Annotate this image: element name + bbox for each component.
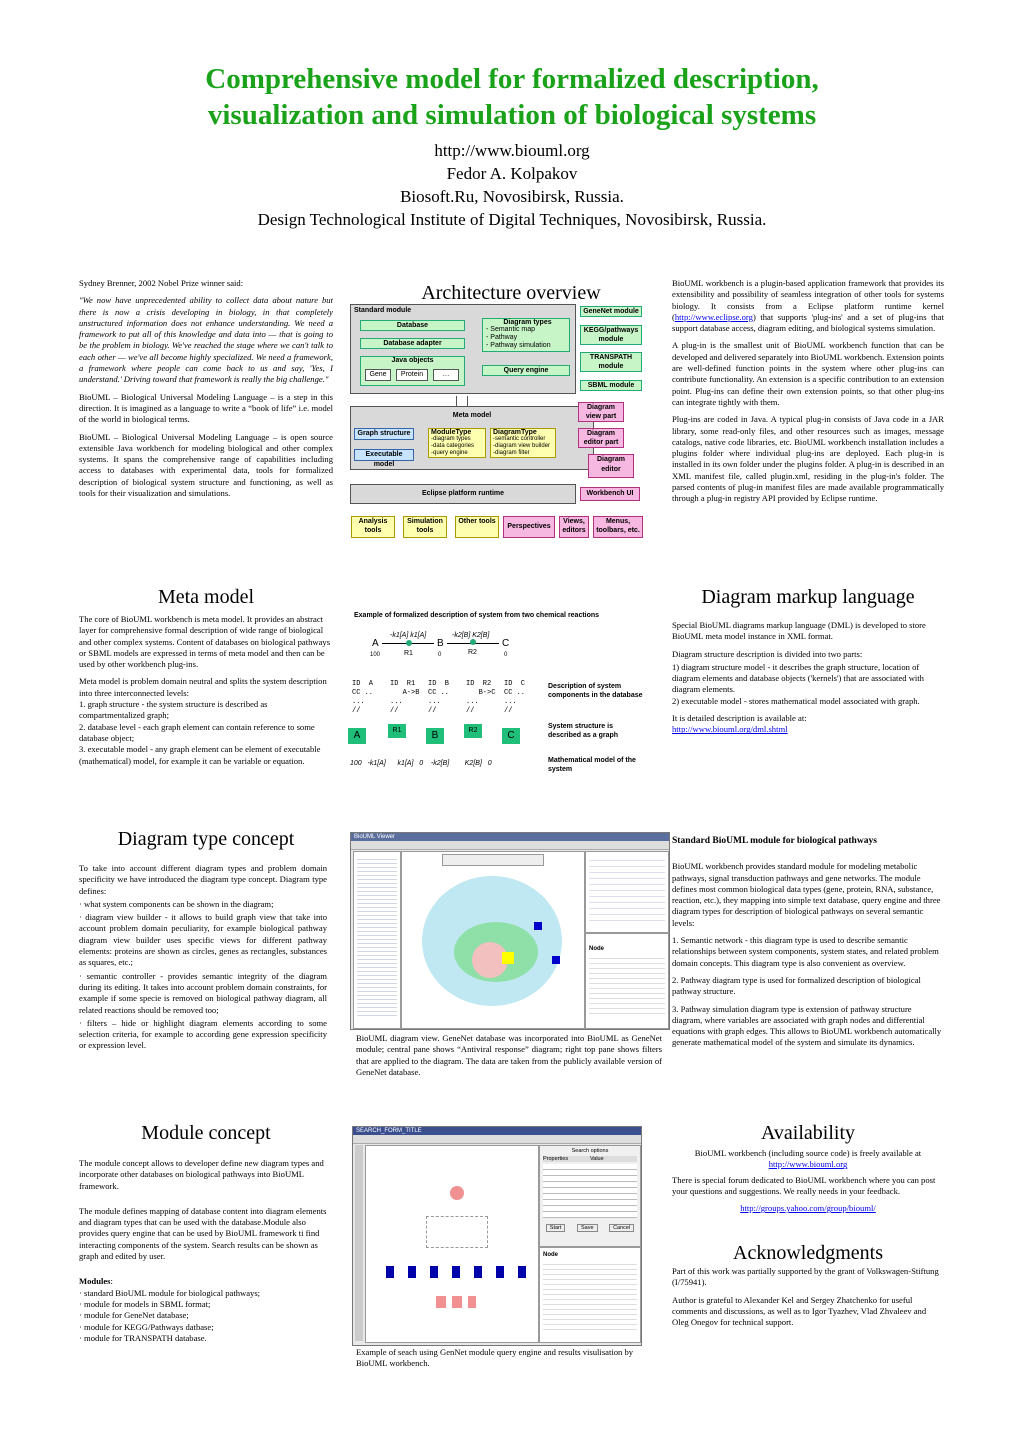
graph-structure-box: Graph structure xyxy=(354,428,414,440)
center-protein-node xyxy=(450,1186,464,1200)
graph-node-a: A xyxy=(348,728,366,744)
diagram-type-l1: · what system components can be shown in the diagram; xyxy=(79,898,274,909)
modules-list xyxy=(79,1288,333,1344)
ack-p1: Part of this work was partially supported by the grant of Volkswagen-Stiftung (I/75941). xyxy=(672,1266,939,1288)
meta-model-p1: The core of BioUML workbench is meta model. It provides an abstract layer for comprehensive formal description of wide range of biological and other complex systems. Content of databases on biological pathways or SBML models are expressed in terms of meta model and then can be used by other workbench plug-ins. xyxy=(79,614,331,670)
meta-model-p2: Meta model is problem domain neutral and splits the system description into three interconnected levels: xyxy=(79,676,327,698)
title-line-2: visualization and simulation of biological systems xyxy=(207,99,817,131)
graph-node-b: B xyxy=(426,728,444,744)
intro-p2: BioUML – Biological Universal Modeling Language – is open source extensible Java workbench for modeling biological and other complex systems. It spans the comprehensive range of capabilities including access to databases with experimental data, tools for formalized description of biological system structure and functioning, as well as tools for their visualization and simulations. xyxy=(79,431,333,499)
plugins-p3: Plug-ins are coded in Java. A typical plug-in consists of Java code in a JAR library, some read-only files, and other resources such as images, message catalogs, native code libraries, etc. BioUML workbench installation includes a plugins folder where individual plug-ins are deployed. Each plug-in is installed in its own folder under the plugins folder. A plug-in is described in an XML manifest file, called plugin.xml, residing in the plug-in's folder. The parsed contents of plug-in manifest files are made available programmatically through a plug-in registry API provided by Eclipse runtime. xyxy=(672,414,944,504)
repository-tree[interactable] xyxy=(353,851,401,1029)
diagram-type-box xyxy=(490,428,556,458)
dml-p3: It is detailed description is available at: xyxy=(672,713,807,724)
highlighted-node xyxy=(502,952,514,964)
ack-p2: Author is grateful to Alexander Kel and Sergey Zhatchenko for useful comments and discussions, as well as to Igor Tyazhev, Vlad Zhvaleev and Oleg Onegov for technical support. xyxy=(672,1294,927,1328)
module-type-items: -diagram types -data categories -query engine xyxy=(431,436,475,456)
executable-model-box: Executable model xyxy=(354,449,414,461)
module-type-box xyxy=(428,428,486,458)
diagram-type-l3: · semantic controller - provides semantic integrity of the diagram during its editing. It takes into account problem domain constraints, for example if some specie is removed on biological pathway diagram, all related reactions should be removed too; xyxy=(79,970,327,1015)
sbml-module-box: SBML module xyxy=(580,380,642,391)
search-node-title: Node xyxy=(543,1252,558,1258)
quote-source: Sydney Brenner, 2002 Nobel Prize winner said: xyxy=(79,278,244,288)
analysis-tools-box: Analysis tools xyxy=(351,516,395,538)
forum-link-wrap xyxy=(672,1203,944,1214)
diagram-type-items: -semantic controller -diagram view builder -diagram filter xyxy=(493,436,551,456)
diagram-view-part-box: Diagram view part xyxy=(578,402,624,422)
node-b: B xyxy=(437,638,444,649)
node-c: C xyxy=(502,638,510,649)
availability-heading: Availability xyxy=(760,1122,856,1144)
search-options-pane[interactable] xyxy=(539,1145,641,1247)
availability-link-wrap xyxy=(672,1159,944,1170)
example-title: Example of formalized description of system from two chemical reactions xyxy=(354,612,600,619)
kegg-module-box: KEGG/pathways module xyxy=(580,325,642,345)
url: http://www.biouml.org xyxy=(434,141,590,160)
meta-model-l1: 1. graph structure - the system structure is described as compartmentalized graph; xyxy=(79,699,268,721)
graph-row xyxy=(348,728,518,748)
module-concept-p1: The module concept allows to developer define new diagram types and incorporate other databases on biological pathways into BioUML framework. xyxy=(79,1158,324,1191)
architecture-heading: Architecture overview xyxy=(421,282,601,304)
desc-graph: System structure is described as a graph xyxy=(548,723,619,739)
meta-model-l2: 2. database level - each graph element can contain reference to some database object; xyxy=(79,721,315,743)
diagram-tabs[interactable] xyxy=(442,854,544,866)
list-item: · module for models in SBML format; xyxy=(79,1298,211,1309)
standard-module-l3: 3. Pathway simulation diagram type is extension of pathway structure diagram, where variables are associated with graph nodes and differential equations with graph edges. This allows to BioUML workbench automatically generate mathematical model of the system and simulate its dynamics. xyxy=(672,1003,942,1048)
plugins-p1-a: BioUML workbench is a plugin-based application framework that provides its extensibility and possibility of seamless integration of other tools for systems biology. It consists from a Eclipse platform runtime kernel ( xyxy=(672,278,944,322)
diagram-pane[interactable] xyxy=(401,851,585,1029)
java-objects-box xyxy=(360,356,465,386)
module-concept-p2: The module defines mapping of database content into diagram elements and diagram types that can be used with the database.Module also provides query engine that can be used by BioUML framework ti find interacting components of the system. Search results can be shown as graph and edited by user. xyxy=(79,1205,327,1262)
r1-dot xyxy=(406,640,412,646)
properties-column: Properties xyxy=(543,1156,569,1162)
gene-box: Gene xyxy=(365,369,391,381)
record-r1: ID R1 A->B ... // xyxy=(390,680,420,715)
plugins-p1-b: ) that supports 'plug-ins' and a set of plug-ins that support database access, diagram editing, and biological systems simulation. xyxy=(672,311,944,334)
record-a: ID A CC .. ... // xyxy=(352,680,374,715)
availability-p2: There is special forum dedicated to BioUML workbench where you can post your questions and suggestions. We really needs in your feedback. xyxy=(672,1174,936,1196)
complex-node xyxy=(426,1216,488,1248)
availability-p1: BioUML workbench (including source code) is freely available at xyxy=(694,1148,922,1158)
workbench-ui-box: Workbench UI xyxy=(580,487,640,501)
module-concept-heading: Module concept xyxy=(141,1122,271,1144)
meta-model-l3: 3. executable model - any graph element can be element of executable (mathematical) model, for example it can be variable or equation. xyxy=(79,744,321,766)
ack-heading: Acknowledgments xyxy=(733,1242,883,1264)
protein-box: Protein xyxy=(396,369,428,381)
intro-column xyxy=(79,278,333,505)
transpath-module-box: TRANSPATH module xyxy=(580,352,642,372)
desc-math: Mathematical model of the system xyxy=(548,757,636,773)
graph-node-r1: R1 xyxy=(388,724,406,738)
search-form-screenshot xyxy=(352,1126,642,1346)
diagram-type-l2: · diagram view builder - it allows to build graph view that take into account problem domain peculiarity, for example biological pathway diagram view builder uses specific views for different pathway elements: proteins are shown as circles, genes as rectangles, substances as squares, etc.; xyxy=(79,912,327,968)
plugins-p1 xyxy=(672,278,944,334)
record-c: ID C CC .. ... // xyxy=(504,680,526,715)
diagram-types-items: - Semantic map - Pathway - Pathway simulation xyxy=(486,326,551,349)
affiliation-2: Design Technological Institute of Digital Techniques, Novosibirsk, Russia. xyxy=(257,210,767,229)
node-a: A xyxy=(372,638,379,649)
diagram-type-p1: To take into account different diagram types and problem domain specificity we have introduced the diagram type concept. Diagram type defines: xyxy=(79,863,327,896)
connector-arrow xyxy=(456,396,468,406)
views-editors-box: Views, editors xyxy=(559,516,589,538)
perspectives-box: Perspectives xyxy=(503,516,555,538)
list-item: · module for TRANSPATH database. xyxy=(79,1332,207,1343)
architecture-diagram xyxy=(348,304,644,540)
other-tools-box: Other tools xyxy=(455,516,499,538)
menus-toolbars-box: Menus, toolbars, etc. xyxy=(593,516,643,538)
r2-dot xyxy=(470,639,476,645)
biouml-viewer-screenshot xyxy=(350,832,670,1030)
dml-heading: Diagram markup language xyxy=(701,586,915,608)
diagram-editor-part-box: Diagram editor part xyxy=(578,428,624,448)
node-info-pane xyxy=(585,933,669,1029)
standard-module-label: Standard module xyxy=(354,307,412,314)
save-button[interactable]: Save xyxy=(577,1224,598,1232)
side-toolbar[interactable] xyxy=(355,1145,363,1341)
simulation-tools-box: Simulation tools xyxy=(403,516,447,538)
title-line-1: Comprehensive model for formalized description, xyxy=(205,63,819,95)
quote: "We now have unprecedented ability to collect data about nature but there is now a crisis developing in biology, in that completely unstructured information does not enhance understanding. We need a framework to put all of this knowledge and data into — that is going to be the problem in biology. We've reached the stage where we can't talk to each other — we've all become highly specialized. We need a framework, a framework where people can come back to us and say, 'Yes, I understand.' Driving toward that framework is really the big challenge." xyxy=(79,295,333,385)
options-buttons xyxy=(540,1224,640,1232)
example-k2: -k2[B] K2[B] xyxy=(452,632,490,639)
record-r2: ID R2 B->C ... // xyxy=(466,680,496,715)
diagram-type-heading: Diagram type concept xyxy=(117,828,295,850)
screenshot1-caption: BioUML diagram view. GeneNet database was incorporated into BioUML as GeneNet module; central pane shows “Antiviral response” diagram; right top pane shows filters that are applied to the diagram. The data are taken from the publicly available version of GeneNet database. xyxy=(356,1033,662,1077)
standard-module-heading: Standard BioUML module for biological pathways xyxy=(672,836,877,846)
r1-label: R1 xyxy=(404,650,413,657)
meta-model-text xyxy=(79,614,333,767)
standard-module-text xyxy=(672,836,944,1055)
plugins-p2: A plug-in is the smallest unit of BioUML workbench function that can be developed and delivered separately into BioUML workbench. Extension points are well-defined function points in the system where other plug-ins can contribute functionality. An extension is a specific contribution to an extension point. Plug-ins can define their own extension points, so that other plug-ins can integrate tightly with them. xyxy=(672,340,944,407)
diagram-type-label: DiagramType xyxy=(493,429,537,436)
substance-node-2 xyxy=(552,956,560,964)
search-result-diagram[interactable] xyxy=(365,1145,539,1343)
value-column: Value xyxy=(590,1156,604,1162)
graph-node-r2: R2 xyxy=(464,724,482,738)
author: Fedor A. Kolpakov xyxy=(446,164,578,183)
genenet-module-box: GeneNet module xyxy=(580,306,642,317)
start-button[interactable]: Start xyxy=(546,1224,566,1232)
modules-label: Modules xyxy=(79,1276,111,1287)
math-row: 100 -k1[A] k1[A] 0 -k2[B] K2[B] 0 xyxy=(350,760,492,767)
diagram-type-text xyxy=(79,863,327,1058)
search-node-info-pane xyxy=(539,1247,641,1343)
search-node-lines xyxy=(543,1260,637,1330)
tree-lines xyxy=(357,856,397,1016)
value-c: 0 xyxy=(504,652,508,658)
dml-l1: 1) diagram structure model - it describes the graph structure, location of diagram elements and database objects ('kernels') that are associated with diagram elements. xyxy=(672,661,924,695)
biouml-link[interactable]: http://www.biouml.org xyxy=(768,1159,848,1170)
example-k1: -k1[A] k1[A] xyxy=(390,632,427,639)
eclipse-runtime-box: Eclipse platform runtime xyxy=(350,484,576,504)
standard-module-l2: 2. Pathway diagram type is used for formalized description of biological pathway structure. xyxy=(672,974,921,997)
forum-link[interactable]: http://groups.yahoo.com/group/biouml/ xyxy=(740,1203,876,1214)
search-options-title: Search options xyxy=(571,1148,609,1154)
bottom-node-row xyxy=(436,1296,476,1308)
search-toolbar xyxy=(353,1135,641,1144)
gene-node-row xyxy=(386,1266,526,1278)
meta-model-label: Meta model xyxy=(452,412,492,419)
list-item: · standard BioUML module for biological pathways; xyxy=(79,1287,261,1298)
dml-p1: Special BioUML diagrams markup language (DML) is developed to store BioUML meta model instance in XML format. xyxy=(672,620,926,642)
value-a: 100 xyxy=(370,652,381,658)
dml-text xyxy=(672,620,944,736)
module-concept-text xyxy=(79,1158,333,1344)
list-item: · module for KEGG/Pathways datbase; xyxy=(79,1321,214,1332)
dml-p2: Diagram structure description is divided into two parts: xyxy=(672,648,863,659)
diagram-types-title: Diagram types xyxy=(503,319,552,326)
value-b: 0 xyxy=(438,652,442,658)
window-title: BioUML Viewer xyxy=(351,833,669,841)
node-info-title: Node xyxy=(589,946,604,952)
database-adapter-box: Database adapter xyxy=(360,338,465,349)
affiliation-1: Biosoft.Ru, Novosibirsk, Russia. xyxy=(400,187,624,206)
modules-heading: Modules: xyxy=(79,1276,113,1287)
availability-text xyxy=(672,1148,944,1214)
desc-database: Description of system components in the database xyxy=(548,683,643,699)
example-diagram xyxy=(348,612,648,782)
java-objects-label: Java objects xyxy=(391,357,434,364)
record-b: ID B CC .. ... // xyxy=(428,680,450,715)
dml-l2: 2) executable model - stores mathematical model associated with graph. xyxy=(672,695,920,706)
node-info-lines xyxy=(589,954,665,1014)
diagram-type-l4: · filters – hide or highlight diagram elements according to some selection criteria, for example to according gene expression specificity or expression level. xyxy=(79,1017,327,1051)
substance-node xyxy=(534,922,542,930)
filters-pane[interactable] xyxy=(585,851,669,933)
query-engine-box: Query engine xyxy=(482,365,570,376)
options-rows xyxy=(543,1164,637,1218)
diagram-editor-box: Diagram editor xyxy=(588,454,634,478)
standard-module-p1: BioUML workbench provides standard module for modeling metabolic pathways, signal transduction pathways and gene networks. The module defines most common biological data types (gene, protein, RNA, substance, reaction, etc.), they mapping into simple text database, query engine and three diagram types for description of biological pathways on several semantic levels: xyxy=(672,861,941,928)
meta-model-heading: Meta model xyxy=(157,586,255,608)
graph-node-c: C xyxy=(502,728,520,744)
filters-lines xyxy=(589,855,665,925)
options-header xyxy=(543,1156,637,1162)
plugins-column xyxy=(672,278,944,511)
ack-text xyxy=(672,1266,944,1334)
toolbar xyxy=(351,841,669,850)
r2-label: R2 xyxy=(468,649,477,656)
module-type-label: ModuleType xyxy=(431,429,472,436)
dml-link[interactable]: http://www.biouml.org/dml.shtml xyxy=(672,724,788,735)
search-window-title: SEARCH_FORM_TITLE xyxy=(353,1127,641,1135)
database-box: Database xyxy=(360,320,465,331)
screenshot2-caption: Example of seach using GenNet module query engine and results visulisation by BioUML workbench. xyxy=(356,1347,634,1369)
ellipsis-box: … xyxy=(433,369,459,381)
list-item: · module for GeneNet database; xyxy=(79,1310,189,1321)
cancel-button[interactable]: Cancel xyxy=(609,1224,634,1232)
standard-module-l1: 1. Semantic network - this diagram type is used to describe semantic relationships between system components, system states, and related problem domain concepts. This diagram type is also convenient as overview. xyxy=(672,935,939,968)
intro-p1: BioUML – Biological Universal Modeling Language – is a step in this direction. It is imagined as a language to write a “book of life” i.e. model of the world in biological terms. xyxy=(79,391,333,425)
eclipse-link[interactable]: http://www.eclipse.org xyxy=(674,311,753,322)
diagram-types-box xyxy=(482,318,570,352)
